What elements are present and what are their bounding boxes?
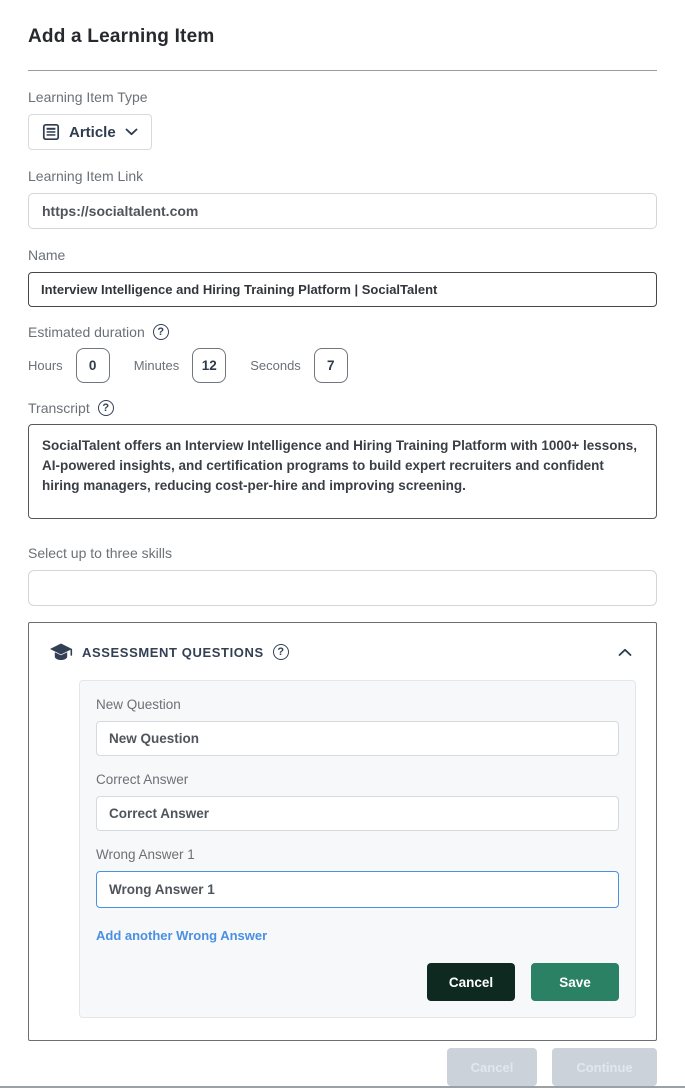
add-another-wrong-answer-link[interactable]: Add another Wrong Answer — [96, 928, 268, 943]
divider — [28, 70, 657, 71]
name-label: Name — [28, 247, 66, 263]
chevron-down-icon — [125, 128, 138, 136]
learning-item-link-input[interactable] — [28, 193, 657, 229]
question-save-button[interactable]: Save — [531, 963, 619, 1001]
assessment-header — [49, 638, 636, 666]
help-glyph: ? — [277, 646, 285, 658]
new-question-label: New Question — [96, 697, 181, 712]
learning-item-type-select[interactable] — [28, 114, 152, 150]
transcript-textarea[interactable] — [28, 424, 657, 519]
estimated-duration-label-row — [28, 324, 657, 340]
card-actions — [96, 963, 619, 1001]
collapse-section-button[interactable] — [614, 644, 636, 661]
help-glyph: ? — [102, 402, 110, 414]
help-glyph: ? — [157, 326, 165, 338]
name-input[interactable] — [28, 272, 657, 307]
article-icon — [42, 123, 60, 141]
learning-item-type-value: Article — [69, 123, 116, 141]
assessment-title: ASSESSMENT QUESTIONS — [82, 644, 264, 660]
minutes-input[interactable] — [192, 348, 226, 383]
assessment-questions-section — [28, 622, 657, 1041]
hours-input[interactable] — [76, 348, 110, 383]
wrong-answer-1-label: Wrong Answer 1 — [96, 847, 195, 862]
correct-answer-input[interactable] — [96, 796, 619, 831]
footer-continue-button[interactable]: Continue — [552, 1048, 657, 1086]
new-question-input[interactable] — [96, 721, 619, 756]
footer-cancel-button[interactable]: Cancel — [447, 1048, 537, 1086]
transcript-label-row — [28, 400, 657, 416]
seconds-label: Seconds — [250, 358, 301, 373]
duration-row — [28, 348, 657, 383]
skills-label: Select up to three skills — [28, 545, 172, 561]
assessment-help-icon[interactable] — [273, 644, 289, 660]
new-question-card — [79, 680, 636, 1018]
wrong-answer-1-input[interactable] — [96, 871, 619, 908]
bottom-divider — [0, 1086, 685, 1088]
chevron-up-icon — [618, 648, 632, 657]
transcript-help-icon[interactable] — [98, 400, 114, 416]
transcript-label: Transcript — [28, 400, 90, 416]
learning-item-type-label: Learning Item Type — [28, 89, 148, 105]
graduation-cap-icon — [49, 642, 73, 663]
page-title: Add a Learning Item — [28, 26, 215, 47]
estimated-duration-help-icon[interactable] — [153, 324, 169, 340]
footer-actions — [447, 1048, 657, 1086]
skills-input[interactable] — [28, 570, 657, 606]
question-cancel-button[interactable]: Cancel — [427, 963, 515, 1001]
seconds-input[interactable] — [314, 348, 348, 383]
minutes-label: Minutes — [133, 358, 180, 373]
correct-answer-label: Correct Answer — [96, 772, 189, 787]
estimated-duration-label: Estimated duration — [28, 324, 145, 340]
learning-item-link-label: Learning Item Link — [28, 168, 144, 184]
hours-label: Hours — [28, 358, 63, 373]
